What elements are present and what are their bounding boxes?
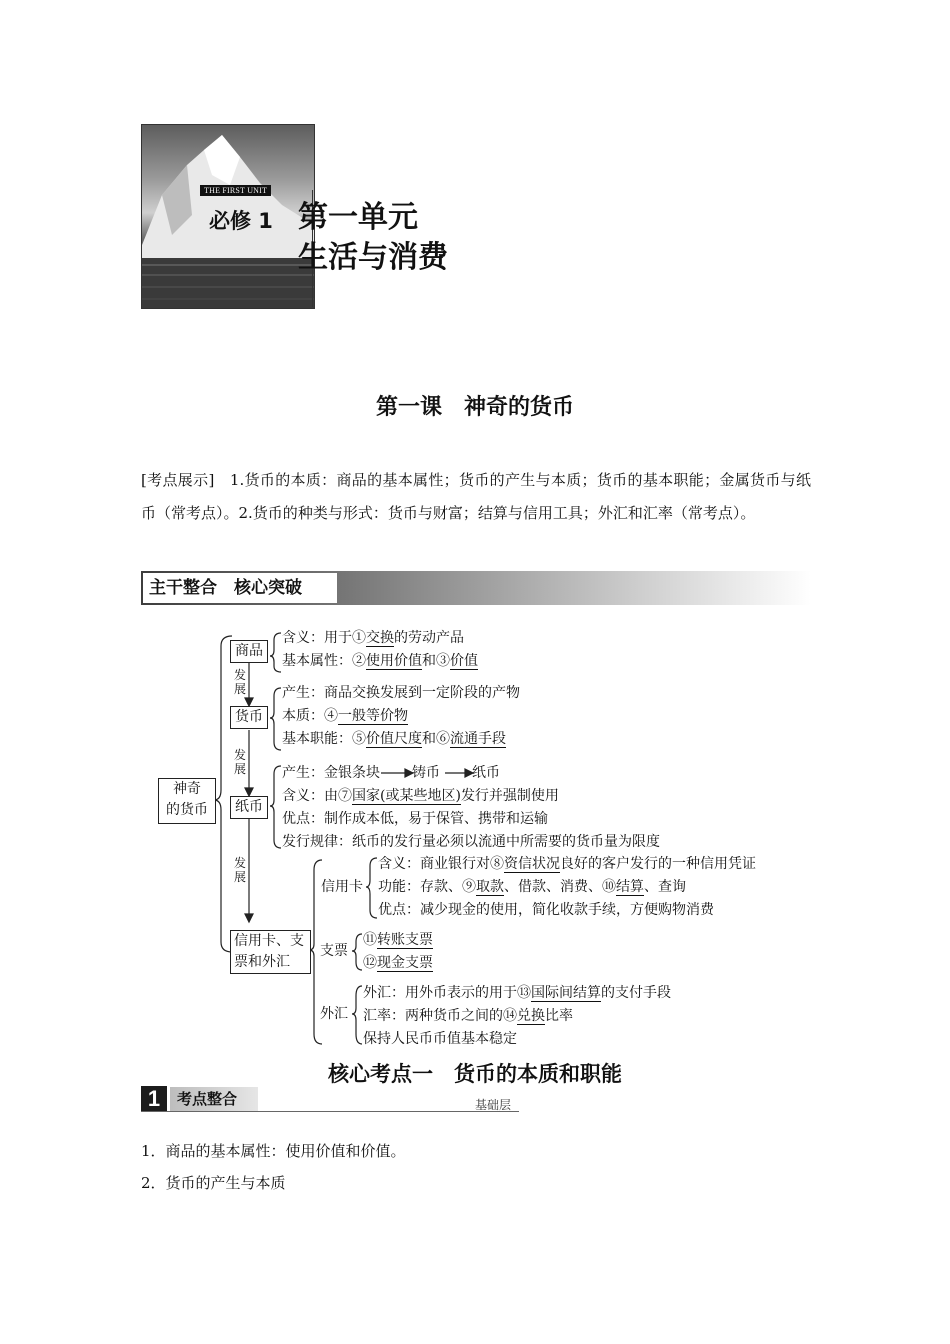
lesson-title: 第一课 神奇的货币 [375,395,574,420]
commodity-attributes: 基本属性：②使用价值和③价值 [282,653,478,669]
cheque-transfer: ⑪转账支票 [363,932,433,948]
develop-label-1: 发 展 [233,668,246,696]
credit-card-functions: 功能：存款、⑨取款、借款、消费、⑩结算、查询 [378,879,686,895]
currency-node: 货币 [230,706,268,729]
exchange-rate: 汇率：两种货币之间的⑭兑换比率 [363,1008,573,1024]
section-underline [141,1111,519,1112]
commodity-meaning: 含义：用于①交换的劳动产品 [282,630,464,646]
credit-card-advantages: 优点：减少现金的使用，简化收款手续，方便购物消费 [378,902,714,918]
root-line1: 神奇 [173,781,201,797]
first-unit-label: THE FIRST UNIT [200,185,271,196]
develop-label-3: 发 展 [233,856,246,884]
root-node [158,778,216,824]
credit-card-label: 信用卡 [321,879,363,895]
forex-label: 外汇 [320,1006,348,1022]
paper-money-node: 纸币 [230,796,268,819]
list-item: 1．商品的基本属性：使用价值和价值。 [141,1142,406,1160]
forex-definition: 外汇：用外币表示的用于⑬国际间结算的支付手段 [363,985,671,1001]
unit-number: 第一单元 [298,200,418,235]
commodity-node: 商品 [230,640,268,663]
section-label: 考点整合 [170,1087,258,1111]
develop-label-2: 发 展 [233,748,246,776]
core-topic-title: 核心考点一 货币的本质和职能 [328,1062,622,1086]
paper-origin: 产生：金银条块 铸币 纸币 [282,765,500,781]
paper-advantages: 优点：制作成本低，易于保管、携带和运输 [282,811,548,827]
list-item: 2．货币的产生与本质 [141,1174,286,1192]
section-level: 基础层 [475,1098,512,1112]
course-label: 必修 1 [209,209,273,233]
unit-name: 生活与消费 [298,240,448,275]
paper-meaning: 含义：由⑦国家(或某些地区)发行并强制使用 [282,788,559,804]
exam-points-paragraph: [考点展示] 1.货币的本质：商品的基本属性；货币的产生与本质；货币的基本职能；金属货币与纸币（常考点）。2.货币的种类与形式：货币与财富；结算与信用工具；外汇和汇率（常考点）。 [141,471,811,522]
section-number: 1 [141,1086,167,1112]
cheque-label: 支票 [320,943,348,959]
credit-tools-node: 信用卡、支 票和外汇 [230,930,311,974]
currency-origin: 产生：商品交换发展到一定阶段的产物 [282,685,520,701]
rmb-stability: 保持人民币币值基本稳定 [363,1031,517,1047]
section-bar-label: 主干整合 核心突破 [143,573,337,603]
currency-essence: 本质：④一般等价物 [282,708,408,724]
currency-functions: 基本职能：⑤价值尺度和⑥流通手段 [282,731,506,747]
paper-issuing-rule: 发行规律：纸币的发行量必须以流通中所需要的货币量为限度 [282,834,660,850]
root-line2: 的货币 [166,802,208,818]
cheque-cash: ⑫现金支票 [363,955,433,971]
credit-card-meaning: 含义：商业银行对⑧资信状况良好的客户发行的一种信用凭证 [378,856,756,872]
